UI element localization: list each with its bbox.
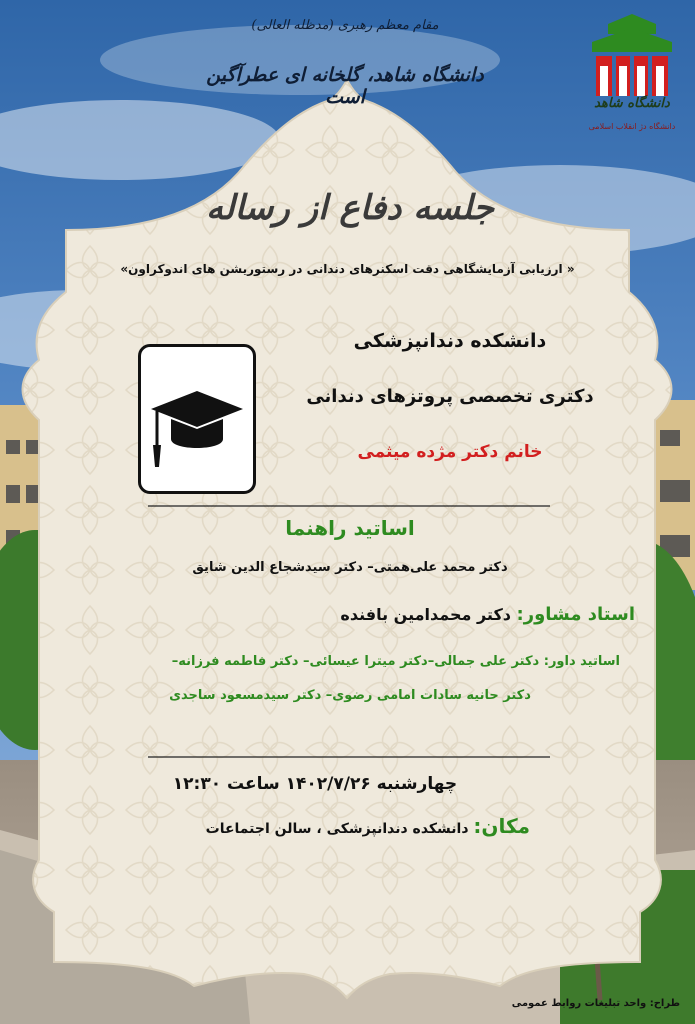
graduation-cap-icon [138, 344, 256, 494]
faculty-name: دانشکده دندانپزشکی [353, 330, 547, 352]
location-value: دانشکده دندانپزشکی ، سالن اجتماعات [205, 821, 469, 837]
referees-label: اساتید داور: [543, 654, 620, 669]
logo-text-secondary: دانشگاه دژ انقلاب اسلامی [588, 122, 676, 131]
student-name: خانم دکتر مژده میثمی [357, 442, 543, 462]
location-label: مکان: [473, 814, 530, 838]
referees-line1: دکتر علی جمالی–دکتر میترا عیسائی– دکتر فاطمه فرزانه– [171, 654, 540, 669]
degree-name: دکتری تخصصی پروتزهای دندانی [306, 386, 594, 407]
supervisors-label: اساتید راهنما [285, 516, 415, 540]
thesis-title: « ارزیابی آزمایشگاهی دقت اسکنرهای دندانی در رستوریشن های اندوکراون» [120, 262, 575, 276]
advisor-row [120, 604, 635, 625]
location-row [160, 814, 530, 838]
logo-text-primary: دانشگاه شاهد [594, 96, 670, 111]
advisor-label: استاد مشاور: [516, 604, 635, 625]
advisor-name: دکتر محمدامین بافنده [340, 605, 511, 624]
university-slogan: دانشگاه شاهد، گلخانه ای عطرآگین است [206, 64, 484, 108]
supervisors-names: دکتر محمد علی‌همتی– دکتر سیدشجاع الدین شایق [192, 560, 508, 575]
defense-datetime: چهارشنبه ۱۴۰۲/۷/۲۶ ساعت ۱۲:۳۰ [172, 774, 458, 794]
designer-credit: طراح: واحد تبلیغات روابط عمومی [511, 998, 680, 1009]
leader-quote: مقام معظم رهبری (مدظله العالی) [251, 18, 439, 33]
referees-line2: دکتر حانیه سادات امامی رضوی– دکتر سیدمسعود ساجدی [169, 688, 531, 703]
referees-row [100, 654, 620, 669]
poster-title: جلسه دفاع از رساله [205, 188, 495, 228]
